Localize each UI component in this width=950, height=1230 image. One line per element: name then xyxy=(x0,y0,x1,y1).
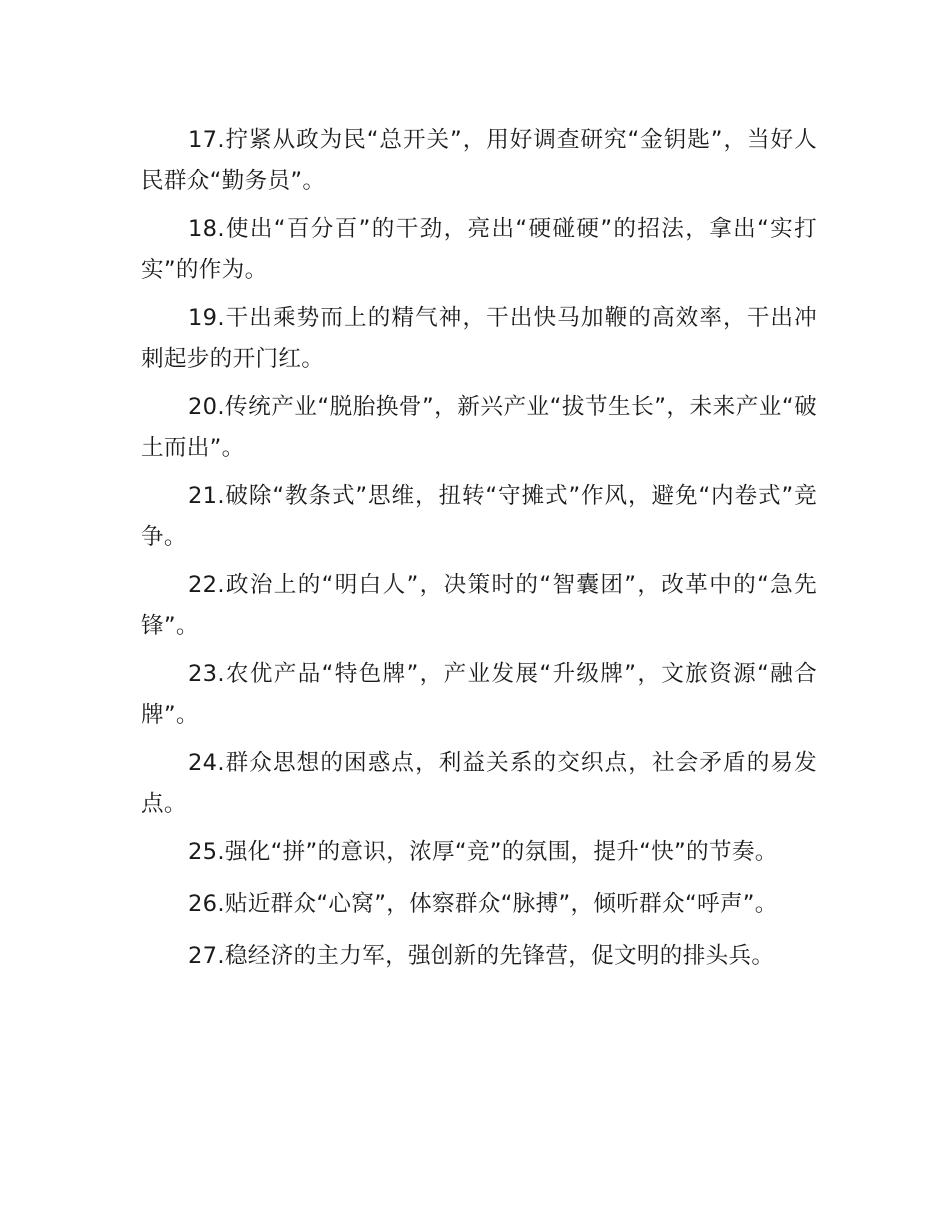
paragraph-20: 20.传统产业“脱胎换骨”，新兴产业“拔节生长”，未来产业“破土而出”。 xyxy=(141,394,817,461)
paragraph-19: 19.干出乘势而上的精气神，干出快马加鞭的高效率，干出冲刺起步的开门红。 xyxy=(141,305,817,372)
document-body xyxy=(141,120,817,988)
paragraph-18: 18.使出“百分百”的干劲，亮出“硬碰硬”的招法，拿出“实打实”的作为。 xyxy=(141,216,817,283)
paragraph-27: 27.稳经济的主力军，强创新的先锋营，促文明的排头兵。 xyxy=(188,943,775,969)
paragraph-23: 23.农优产品“特色牌”，产业发展“升级牌”，文旅资源“融合牌”。 xyxy=(141,661,817,728)
paragraph-25: 25.强化“拼”的意识，浓厚“竞”的氛围，提升“快”的节奏。 xyxy=(188,839,778,865)
paragraph-22: 22.政治上的“明白人”，决策时的“智囊团”，改革中的“急先锋”。 xyxy=(141,572,817,639)
paragraph-21: 21.破除“教条式”思维，扭转“守摊式”作风，避免“内卷式”竞争。 xyxy=(141,483,817,550)
paragraph-17: 17.拧紧从政为民“总开关”，用好调查研究“金钥匙”，当好人民群众“勤务员”。 xyxy=(141,127,817,194)
paragraph-24: 24.群众思想的困惑点，利益关系的交织点，社会矛盾的易发点。 xyxy=(141,750,817,817)
paragraph-26: 26.贴近群众“心窝”，体察群众“脉搏”，倾听群众“呼声”。 xyxy=(188,891,778,917)
